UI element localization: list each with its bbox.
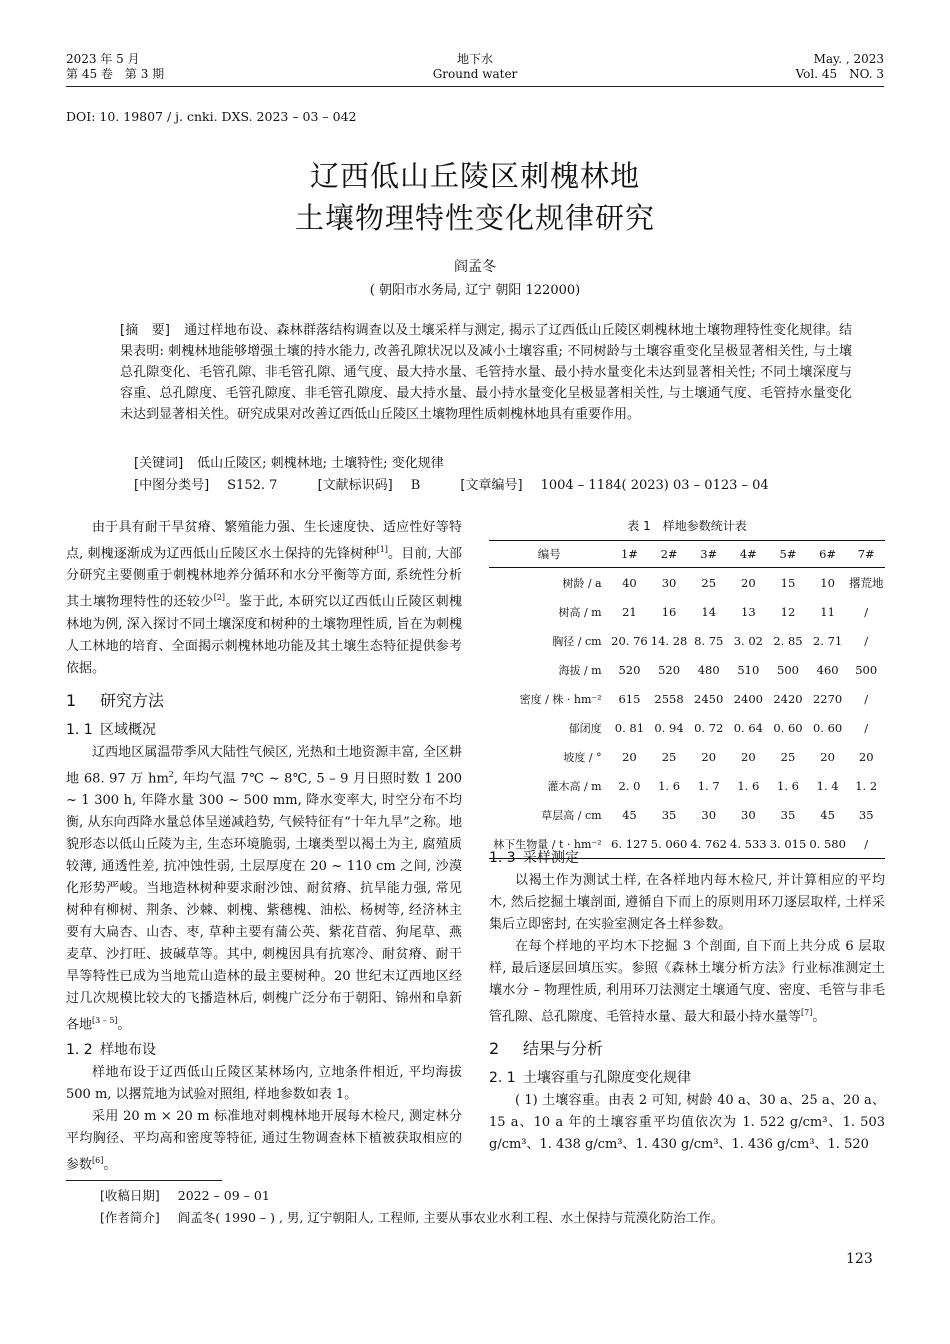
table-row [489, 684, 885, 713]
table-row [489, 800, 885, 829]
table-row [489, 568, 885, 598]
table-cell: 4. 762 [689, 829, 729, 859]
table-cell: 20 [622, 749, 637, 764]
table-cell: 2. 85 [773, 633, 803, 648]
section-heading-2-1: 2. 1 土壤容重与孔隙度变化规律 [489, 1070, 691, 1087]
table-cell: 1. 4 [816, 778, 839, 793]
table-header-cell: 5# [768, 541, 808, 568]
abstract-text: 通过样地布设、森林群落结构调查以及土壤采样与测定, 揭示了辽西低山丘陵区刺槐林地土壤物理特性变化规律。结果表明: 刺槐林地能够增强土壤的持水能力, 改善孔隙状况以及减小土壤容重; 不同树龄与土壤容重变化呈极显著相关性, 与土壤总孔隙变化、毛管孔隙、非毛管孔隙、通气度、最大持水量、毛管持水量、最小持水量变化未达到显著相关性; 不同土壤深度与容重、总孔隙度、毛管孔隙度、非毛管孔隙度、最大持水量、最小持水量变化呈极显著相关性, 与土壤通气度、毛管持水量变化未达到显著相关性。研究成果对改善辽西低山丘陵区土壤物理性质刺槐林地具有重要作用。 [120, 323, 852, 422]
table-cell: 14 [701, 604, 717, 619]
table-row-label: 树龄 / a [562, 576, 602, 590]
table-cell: 520 [618, 662, 641, 677]
table-cell: 14. 28 [650, 633, 688, 648]
table-cell: 20. 76 [611, 633, 648, 648]
table-row-label: 草层高 / cm [541, 808, 602, 822]
author: 阎孟冬 [454, 259, 496, 275]
left-column [66, 517, 462, 1177]
table-cell: 2558 [654, 691, 684, 706]
table-cell: 0. 81 [614, 720, 645, 735]
table-cell: 21 [622, 604, 637, 619]
table-header-row [489, 541, 885, 568]
table-cell: 3. 015 [768, 829, 808, 859]
section-heading-2: 2 结果与分析 [489, 1039, 604, 1059]
table-cell: 35 [780, 807, 796, 822]
plot-paragraph-2: 采用 20 m × 20 m 标准地对刺槐林地开展每木检尺, 测定林分平均胸径、平均高和密度等特征, 通过生物调查林下植被获取相应的参数[6]。 [66, 1109, 462, 1173]
table-cell: 0. 72 [694, 720, 724, 735]
keywords-text: 低山丘陵区; 刺槐林地; 土壤特性; 变化规律 [197, 456, 444, 471]
table-cell: / [864, 633, 869, 648]
article-number: 1004 – 1184( 2023) 03 – 0123 – 04 [540, 478, 769, 493]
table-cell: 1. 6 [737, 778, 760, 793]
table-header-cell: 6# [808, 541, 848, 568]
table-cell: / [847, 829, 885, 859]
table-cell: 500 [777, 662, 799, 677]
paper-title: 辽西低山丘陵区刺槐林地 土壤物理特性变化规律研究 [294, 159, 655, 235]
table-caption: 表 1 样地参数统计表 [627, 519, 747, 533]
abstract [120, 320, 852, 425]
table-cell: 15 [780, 575, 796, 590]
table-cell: 20 [820, 749, 835, 764]
plot-paragraph-1: 样地布设于辽西低山丘陵区某林场内, 立地条件相近, 平均海拔 500 m, 以撂荒地为试验对照组, 样地参数如表 1。 [66, 1065, 462, 1103]
table-cell: 0. 64 [733, 720, 763, 735]
table-cell: 11 [820, 604, 835, 619]
table-cell: 45 [820, 807, 835, 822]
table-row-label: 郁闭度 [568, 721, 602, 735]
table-row [489, 742, 885, 771]
section-heading-1-2: 1. 2 样地布设 [66, 1042, 156, 1059]
results-paragraph: ( 1) 土壤容重。由表 2 可知, 树龄 40 a、30 a、25 a、20 a、15 a、10 a 年的土壤容重平均值依次为 1. 522 g/cm³、1. 503 g/cm³、1. 438 g/cm³、1. 430 g/cm³、1. 436 g/cm³、1. 520 [489, 1093, 885, 1153]
keywords [134, 452, 444, 471]
table-row [489, 655, 885, 684]
table-cell: 35 [858, 807, 874, 822]
table-cell: 0. 60 [812, 720, 843, 735]
table-cell: 1. 6 [658, 778, 681, 793]
table-cell: 0. 94 [654, 720, 684, 735]
table-cell: 25 [701, 575, 717, 590]
table-cell: 2270 [812, 691, 843, 706]
table-cell: / [864, 604, 869, 619]
table-cell: 520 [658, 662, 681, 677]
table-header-cell: 编号 [489, 541, 610, 568]
table-cell: 16 [661, 604, 677, 619]
table-row [489, 626, 885, 655]
table-cell: 2420 [773, 691, 803, 706]
section-heading-1-3: 1. 3 采样测定 [489, 850, 579, 866]
table-row-label: 海拔 / m [558, 663, 602, 677]
table-cell: 20 [858, 749, 874, 764]
table-row [489, 597, 885, 626]
table-cell: 1. 7 [697, 778, 720, 793]
classification: [中图分类号] S152. 7 [文献标识码] B [文章编号] 1004 – 1184( 2023) 03 – 0123 – 04 [134, 478, 769, 493]
keywords-label: [关键词] [134, 456, 184, 471]
page-number: 123 [846, 1251, 873, 1267]
header-journal: 地下水 Ground water [432, 52, 518, 81]
table-cell: 2400 [733, 691, 763, 706]
table-cell: 4. 533 [729, 829, 769, 859]
table-cell: 510 [737, 662, 760, 677]
table-cell: 460 [816, 662, 839, 677]
plot-parameter-table [489, 540, 885, 859]
section-heading-1: 1 研究方法 [66, 690, 165, 710]
table-cell: 0. 580 [808, 829, 848, 859]
doi: DOI: 10. 19807 / j. cnki. DXS. 2023 – 03 – 042 [66, 109, 357, 124]
table-cell: 615 [618, 691, 641, 706]
region-paragraph: 辽西地区属温带季风大陆性气候区, 光热和土地资源丰富, 全区耕地 68. 97 万 $hm^2$, 年均气温 7℃ ~ 8℃, 5 – 9 月日照时数 1 200 ~ 1 300 h, 年降水量 300 ~ 500 mm, 降水变率大, 时空分布不均衡, 从东向西降水量总体呈递减趋势, 气候特征有“十年九旱”之称。地貌形态以低山丘陵为主, 生态环境脆弱, 土壤类型以褐土为主, 腐殖质较薄, 通透性差, 抗冲蚀性弱, 土层厚度在 20 ~ 110 cm 之间, 沙漠化形势严峻。当地造林树种要求耐沙蚀、耐贫瘠、抗旱能力强, 常见树种有柳树、荆条、沙棘、刺槐、紫穗槐、油松、杨树等, 经济林主要有大扁杏、山杏、枣, 草种主要有蒲公英、紫花苜蓿、狗尾草、燕麦草、沙打旺、披碱草等。其中, 刺槐因具有抗寒冷、耐贫瘠、耐干旱等特性已成为当地荒山造林的最主要树种。20 世纪末辽西地区经过几次规模比较大的飞播造林后, 刺槐广泛分布于朝阳、锦州和阜新各地[3 – 5]。 [66, 744, 463, 1033]
abstract-label: [摘 要] [120, 323, 170, 338]
table-cell: 2450 [694, 691, 724, 706]
table-header-cell: 7# [847, 541, 885, 568]
table-row [489, 713, 885, 742]
table-row-label: 胸径 / cm [552, 634, 602, 648]
sampling-paragraph-1: 以褐土作为测试土样, 在各样地内每木检尺, 并计算相应的平均木, 然后挖掘土壤剖面, 遵循自下而上的原则用环刀逐层取样, 土样采集后立即密封, 在实验室测定各土样参数。 [489, 873, 885, 932]
table-header-cell: 3# [689, 541, 729, 568]
table-cell: 3. 02 [733, 633, 763, 648]
table-cell: 30 [701, 807, 717, 822]
table-cell: 12 [780, 604, 796, 619]
section-heading-1-1: 1. 1 区域概况 [66, 721, 156, 738]
table-row-label: 坡度 / ° [563, 750, 602, 764]
table-cell: 45 [622, 807, 637, 822]
table-cell: 30 [661, 575, 677, 590]
table-cell: 0. 60 [773, 720, 803, 735]
header-volume: May. , 2023 Vol. 45 NO. 3 [795, 52, 884, 81]
table-cell: 25 [780, 749, 796, 764]
table-cell: / [864, 691, 869, 706]
table-cell: 6. 127 [610, 829, 650, 859]
table-row-label: 树高 / m [558, 605, 602, 619]
table-cell: 2. 71 [812, 633, 843, 648]
table-row [489, 771, 885, 800]
intro-paragraph: 由于具有耐干旱贫瘠、繁殖能力强、生长速度快、适应性好等特点, 刺槐逐渐成为辽西低山丘陵区水土保持的先锋树种[1]。目前, 大部分研究主要侧重于刺槐林地养分循环和水分平衡等方面, 系统性分析其土壤物理特性的还较少[2]。鉴于此, 本研究以辽西低山丘陵区刺槐林地为例, 深入探讨不同土壤深度和树种的土壤物理性质, 旨在为刺槐人工林地的培育、全面揭示刺槐林地功能及其土壤生态特征提供参考依据。 [66, 520, 463, 676]
table-cell: 20 [741, 749, 756, 764]
running-header [66, 52, 884, 87]
sampling-paragraph-2: 在每个样地的平均木下挖掘 3 个剖面, 自下而上共分成 6 层取样, 最后逐层回填压实。参照《森林土壤分析方法》行业标准测定土壤水分 – 物理性质, 利用环刀法测定土壤通气度、密度、毛管与非毛管孔隙、总孔隙度、毛管持水量、最大和最小持水量等[7]。 [489, 939, 885, 1025]
table-header-cell: 4# [729, 541, 769, 568]
table-cell: 20 [701, 749, 717, 764]
table-cell: 2. 0 [618, 778, 641, 793]
table-cell: 1. 6 [777, 778, 799, 793]
table-cell: 10 [820, 575, 835, 590]
table-cell: 40 [622, 575, 637, 590]
table-cell: 13 [741, 604, 756, 619]
table-header-cell: 2# [649, 541, 689, 568]
author-bio: [作者简介] 阎孟冬( 1990 – ) , 男, 辽宁朝阳人, 工程师, 主要从事农业水利工程、水土保持与荒漠化防治工作。 [100, 1210, 724, 1225]
table-cell: 35 [661, 807, 677, 822]
table-row-label: 林下生物量 / t · hm⁻² [489, 829, 610, 859]
table-header-cell: 1# [610, 541, 650, 568]
right-column [489, 844, 885, 1156]
table-row-label: 密度 / 株 · hm⁻² [519, 692, 602, 706]
table-cell: 5. 060 [649, 829, 689, 859]
table-row-label: 灌木高 / m [547, 779, 602, 793]
footnote-rule [66, 1180, 222, 1181]
affiliation: ( 朝阳市水务局, 辽宁 朝阳 122000) [369, 283, 581, 298]
table-cell: 25 [661, 749, 677, 764]
table-cell: 20 [741, 575, 756, 590]
table-cell: 1. 2 [855, 778, 878, 793]
table-cell: 500 [855, 662, 878, 677]
doc-code: B [410, 478, 421, 493]
header-issue: 2023 年 5 月 第 45 卷 第 3 期 [66, 52, 165, 81]
table-cell: 撂荒地 [848, 575, 884, 590]
table-cell: 8. 75 [694, 633, 724, 648]
table-cell: 30 [741, 807, 756, 822]
clc-value: S152. 7 [227, 478, 278, 493]
received-date: [收稿日期] 2022 – 09 – 01 [100, 1188, 270, 1203]
table-cell: / [864, 720, 869, 735]
table-cell: 480 [697, 662, 720, 677]
